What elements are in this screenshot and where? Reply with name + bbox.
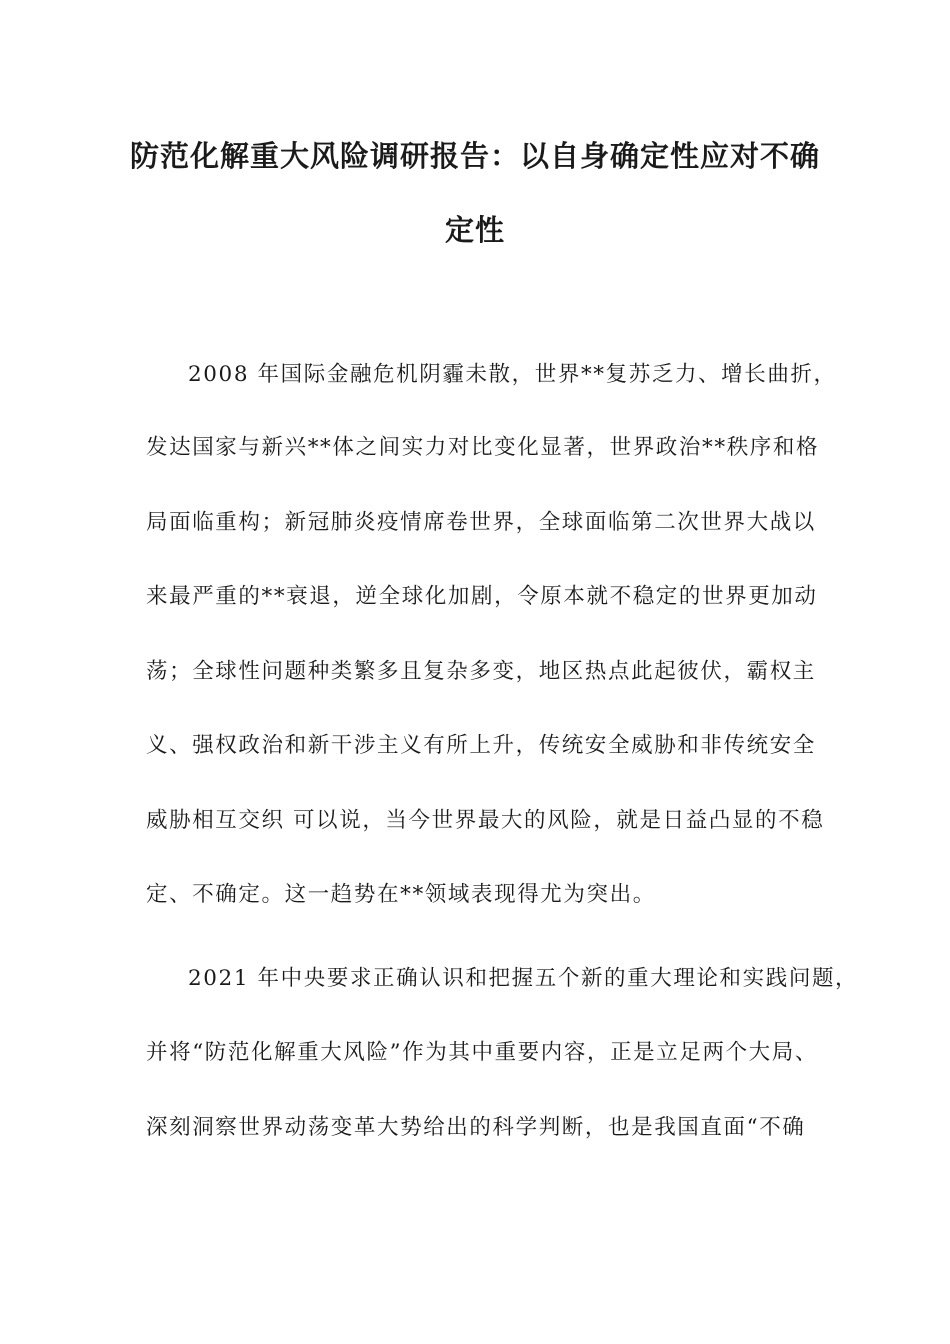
paragraph-line: 2021 年中央要求正确认识和把握五个新的重大理论和实践问题，: [188, 966, 859, 991]
paragraph-line: 局面临重构；新冠肺炎疫情席卷世界，全球面临第二次世界大战以: [146, 510, 816, 535]
paragraph-line: 定、不确定。这一趋势在**领域表现得尤为突出。: [146, 882, 656, 907]
document-title-line-2: 定性: [444, 213, 505, 247]
paragraph-line: 荡；全球性问题种类繁多且复杂多变，地区热点此起彼伏，霸权主: [146, 659, 816, 684]
paragraph-line: 来最严重的**衰退，逆全球化加剧，令原本就不稳定的世界更加动: [146, 584, 818, 609]
paragraph-line: 威胁相互交织 可以说，当今世界最大的风险，就是日益凸显的不稳: [146, 808, 825, 833]
document-title-line-1: 防范化解重大风险调研报告：以自身确定性应对不确: [129, 139, 820, 173]
paragraph-line: 2008 年国际金融危机阴霾未散，世界**复苏乏力、增长曲折，: [188, 362, 837, 387]
paragraph-line: 深刻洞察世界动荡变革大势给出的科学判断，也是我国直面“不确: [146, 1115, 806, 1140]
paragraph-line: 并将“防范化解重大风险”作为其中重要内容，正是立足两个大局、: [146, 1040, 818, 1065]
paragraph-line: 发达国家与新兴**体之间实力对比变化显著，世界政治**秩序和格: [146, 435, 820, 460]
paragraph-line: 义、强权政治和新干涉主义有所上升，传统安全威胁和非传统安全: [146, 733, 816, 758]
